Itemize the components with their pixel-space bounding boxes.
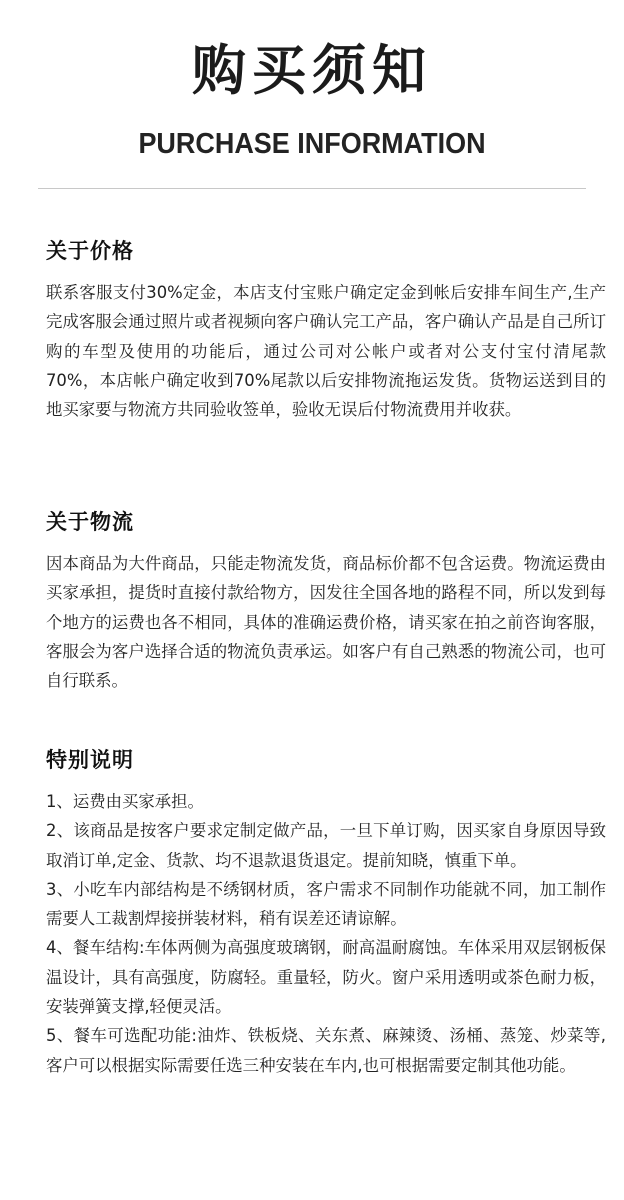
section-paragraph: 联系客服支付30%定金，本店支付宝账户确定定金到帐后安排车间生产,生产完成客服会通过照片或者视频向客户确认完工产品，客户确认产品是自己所订购的车型及使用的功能后，通过公司对公帐户或者对公支付宝付清尾款70%，本店帐户确定收到70%尾款以后安排物流拖运发货。货物运送到目的地买家要与物流方共同验收签单，验收无误后付物流费用并收获。 <box>46 283 606 420</box>
section-special <box>46 745 606 1080</box>
section-title-special: 特别说明 <box>46 748 134 772</box>
special-notes-list <box>46 787 606 1080</box>
list-item: 3、小吃车内部结构是不绣钢材质，客户需求不同制作功能就不同，加工制作需要人工裁割焊接拼装材料，稍有误差还请谅解。 <box>46 879 606 929</box>
section-body-logistics <box>46 549 606 695</box>
section-body-price <box>46 278 606 424</box>
page-subtitle: PURCHASE INFORMATION <box>138 128 486 160</box>
list-item: 1、运费由买家承担。 <box>46 792 204 811</box>
list-item: 5、餐车可选配功能:油炸、铁板烧、关东煮、麻辣烫、汤桶、蒸笼、炒菜等,客户可以根据实际需要任选三种安装在车内,也可根据需要定制其他功能。 <box>46 1026 606 1075</box>
header-divider <box>38 188 586 189</box>
section-paragraph: 因本商品为大件商品，只能走物流发货，商品标价都不包含运费。物流运费由买家承担，提货时直接付款给物方，因发往全国各地的路程不同，所以发到每个地方的运费也各不相同，具体的准确运费价格，请买家在拍之前咨询客服，客服会为客户选择合适的物流负责承运。如客户有自己熟悉的物流公司，也可自行联系。 <box>46 554 606 691</box>
list-item: 2、该商品是按客户要求定制定做产品，一旦下单订购，因买家自身原因导致取消订单,定金、货款、均不退款退货退定。提前知晓，慎重下单。 <box>46 821 606 870</box>
section-logistics <box>46 507 606 695</box>
page-header <box>0 0 624 190</box>
section-price <box>46 236 606 424</box>
section-title-price: 关于价格 <box>46 239 134 263</box>
section-title-logistics: 关于物流 <box>46 510 134 534</box>
list-item: 4、餐车结构:车体两侧为高强度玻璃钢，耐高温耐腐蚀。车体采用双层钢板保温设计，具有高强度，防腐轻。重量轻，防火。窗户采用透明或茶色耐力板，安装弹簧支撑,轻便灵活。 <box>46 938 606 1017</box>
page-title: 购买须知 <box>192 39 432 102</box>
